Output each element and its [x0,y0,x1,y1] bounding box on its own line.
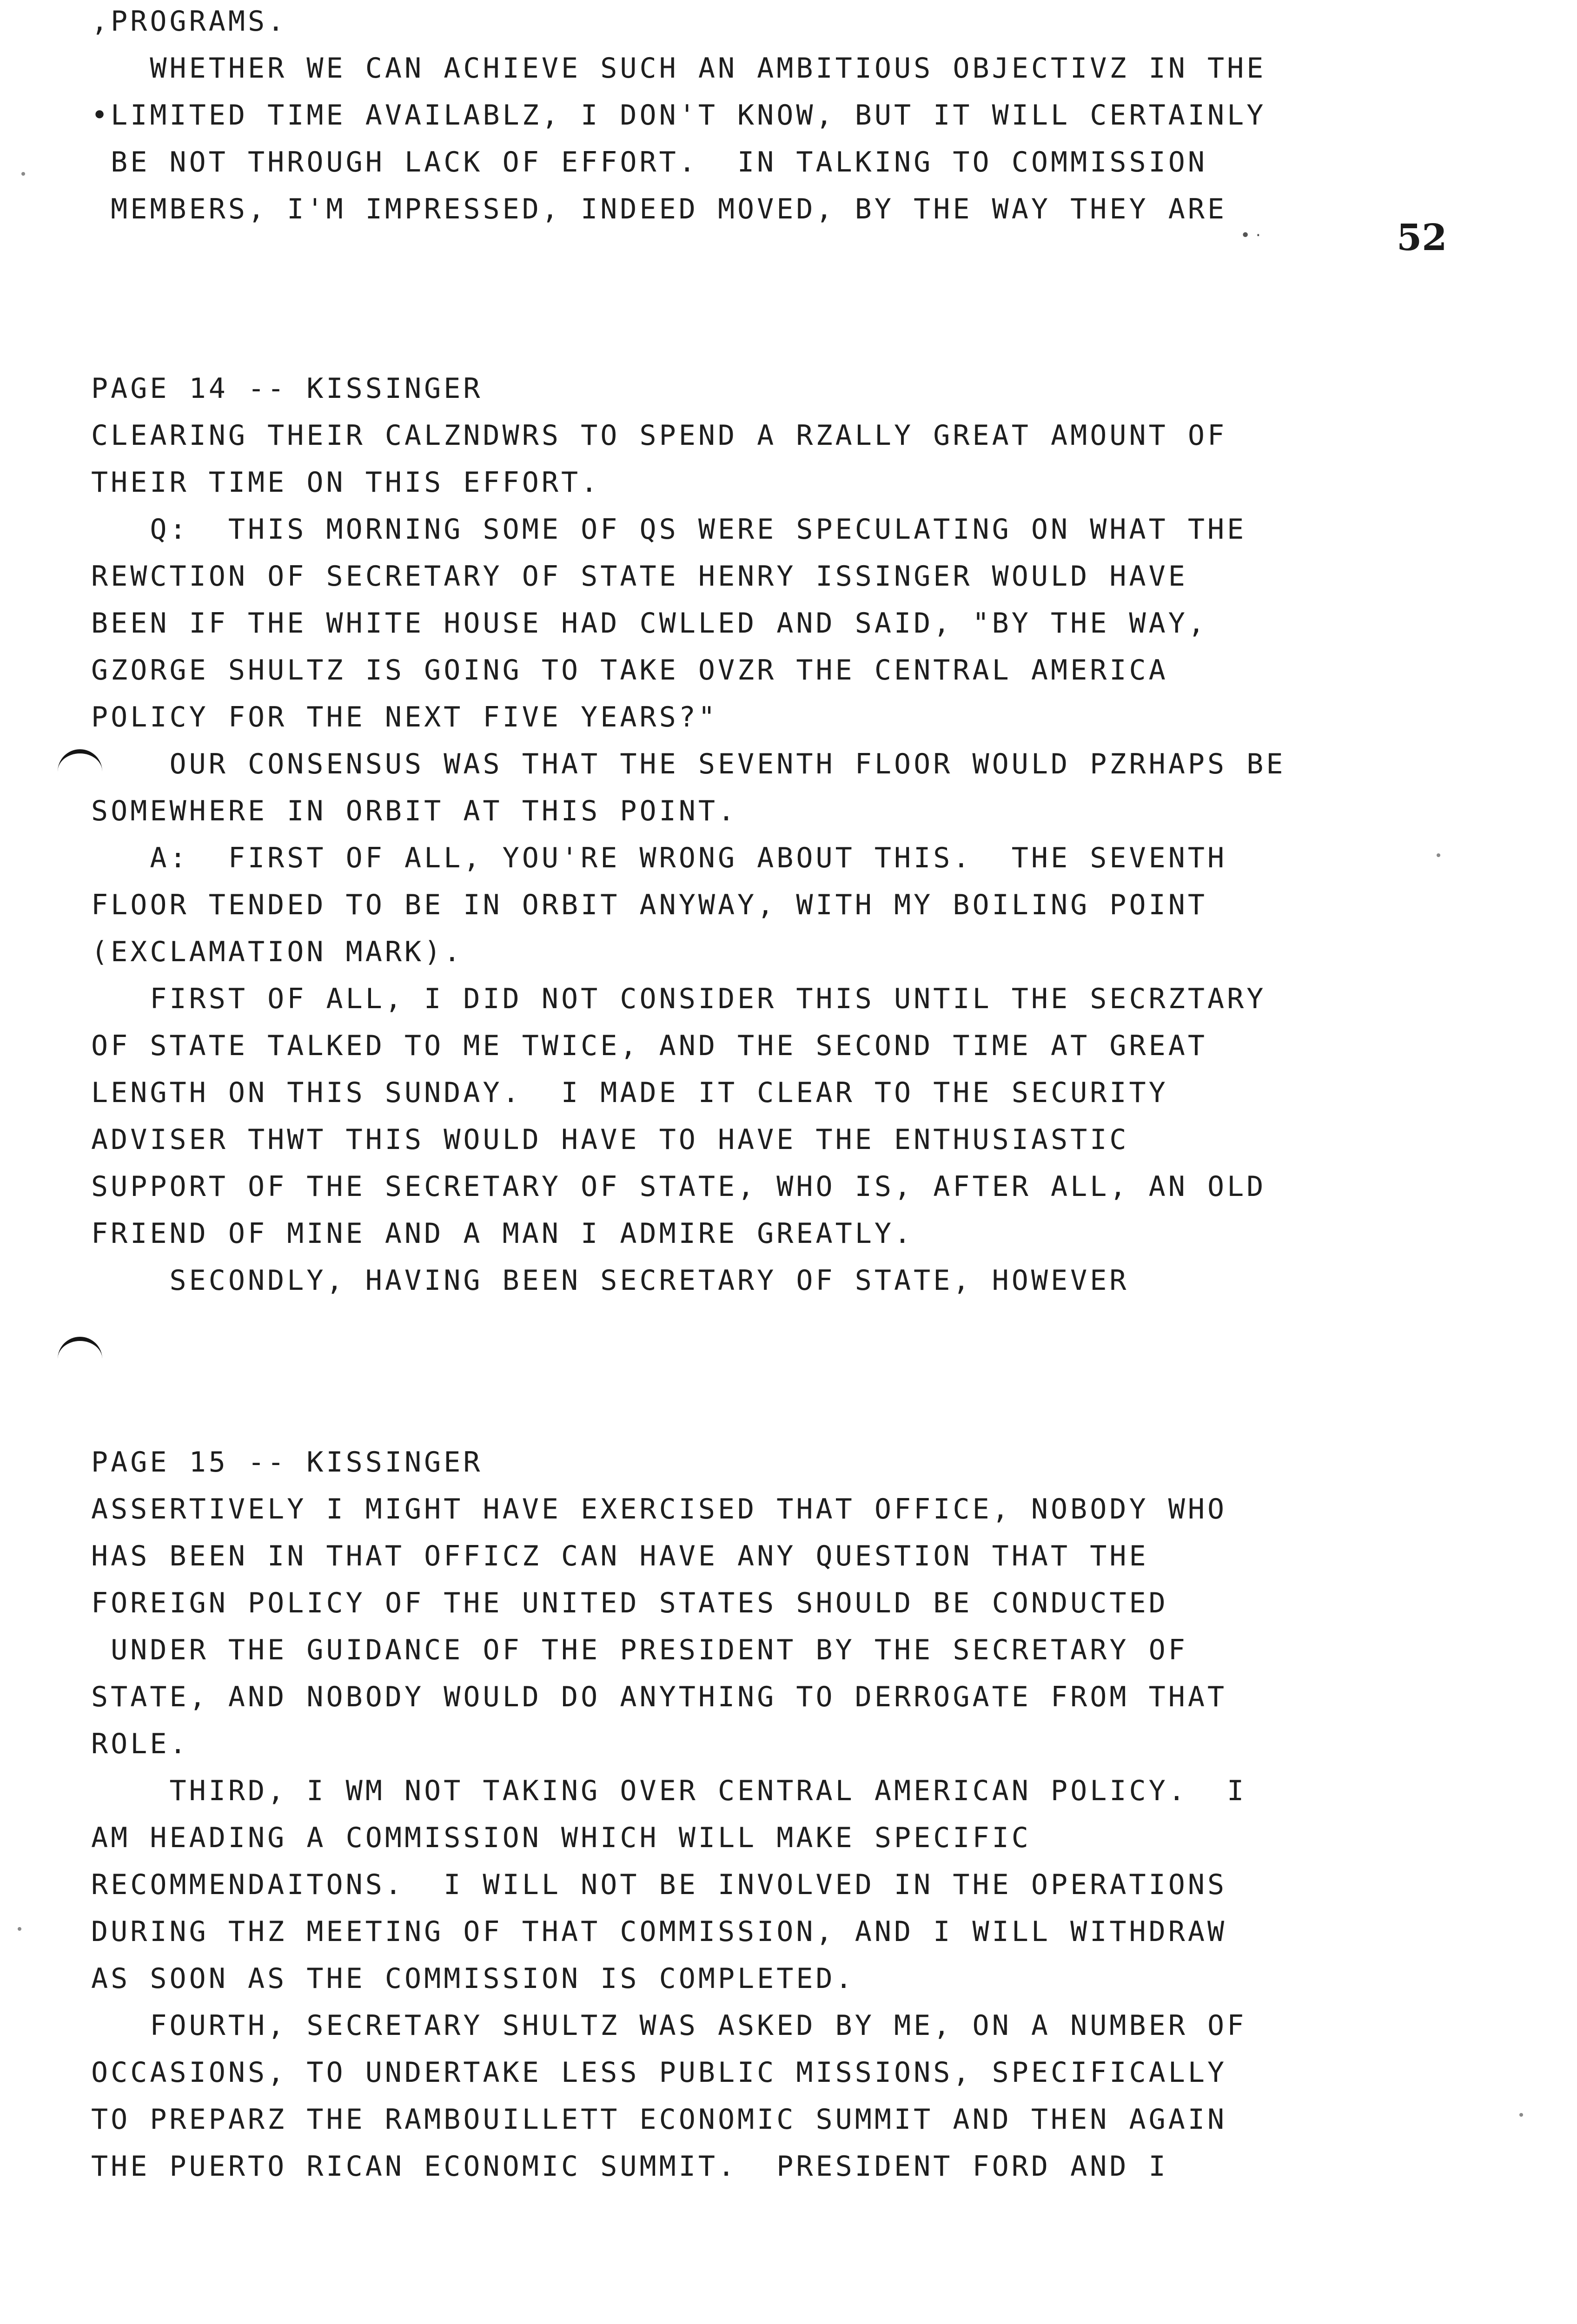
text-line: ,PROGRAMS. [91,5,287,38]
scan-speck [21,172,25,176]
text-line: OF STATE TALKED TO ME TWICE, AND THE SECOND TIME AT GREAT [91,1030,1208,1062]
section-page-15 [91,1439,1323,2190]
text-line: SOMEWHERE IN ORBIT AT THIS POINT. [91,795,738,827]
text-line: BE NOT THROUGH LACK OF EFFORT. IN TALKING TO COMMISSION [91,146,1208,178]
text-line: DURING THZ MEETING OF THAT COMMISSION, AND I WILL WITHDRAW [91,1915,1227,1948]
text-line: Q: THIS MORNING SOME OF QS WERE SPECULATING ON WHAT THE [91,513,1247,546]
text-line: REWCTION OF SECRETARY OF STATE HENRY ISSINGER WOULD HAVE [91,560,1188,593]
text-line: OCCASIONS, TO UNDERTAKE LESS PUBLIC MISSIONS, SPECIFICALLY [91,2056,1227,2089]
text-line: FLOOR TENDED TO BE IN ORBIT ANYWAY, WITH MY BOILING POINT [91,889,1208,921]
text-line: LENGTH ON THIS SUNDAY. I MADE IT CLEAR TO THE SECURITY [91,1076,1168,1109]
text-line: ADVISER THWT THIS WOULD HAVE TO HAVE THE ENTHUSIASTIC [91,1123,1129,1156]
text-line: FOREIGN POLICY OF THE UNITED STATES SHOULD BE CONDUCTED [91,1587,1168,1619]
text-line: AS SOON AS THE COMMISSION IS COMPLETED. [91,1962,855,1995]
text-line: OUR CONSENSUS WAS THAT THE SEVENTH FLOOR WOULD PZRHAPS BE [91,748,1286,780]
text-line: POLICY FOR THE NEXT FIVE YEARS?" [91,701,718,733]
text-line: WHETHER WE CAN ACHIEVE SUCH AN AMBITIOUS OBJECTIVZ IN THE [91,52,1266,85]
text-line: AM HEADING A COMMISSION WHICH WILL MAKE SPECIFIC [91,1822,1031,1854]
top-section [91,0,1323,233]
text-line: ASSERTIVELY I MIGHT HAVE EXERCISED THAT OFFICE, NOBODY WHO [91,1493,1227,1525]
text-line: TO PREPARZ THE RAMBOUILLETT ECONOMIC SUMMIT AND THEN AGAIN [91,2103,1227,2136]
text-line: THIRD, I WM NOT TAKING OVER CENTRAL AMERICAN POLICY. I [91,1775,1247,1807]
text-line: RECOMMENDAITONS. I WILL NOT BE INVOLVED IN THE OPERATIONS [91,1868,1227,1901]
section-header: PAGE 15 -- KISSINGER [91,1446,483,1479]
text-line: THE PUERTO RICAN ECONOMIC SUMMIT. PRESIDENT FORD AND I [91,2150,1168,2183]
scan-speck [1437,853,1440,857]
text-line: SUPPORT OF THE SECRETARY OF STATE, WHO IS, AFTER ALL, AN OLD [91,1170,1266,1203]
text-line: SECONDLY, HAVING BEEN SECRETARY OF STATE, HOWEVER [91,1264,1129,1297]
text-line: THEIR TIME ON THIS EFFORT. [91,466,601,499]
text-line: BEEN IF THE WHITE HOUSE HAD CWLLED AND SAID, "BY THE WAY, [91,607,1208,640]
text-line: ROLE. [91,1728,189,1760]
text-line: HAS BEEN IN THAT OFFICZ CAN HAVE ANY QUESTION THAT THE [91,1540,1149,1572]
scan-mark [58,1337,102,1367]
text-line: (EXCLAMATION MARK). [91,936,464,968]
section-page-14 [91,365,1323,1304]
text-line: FRIEND OF MINE AND A MAN I ADMIRE GREATLY. [91,1217,914,1250]
text-line: A: FIRST OF ALL, YOU'RE WRONG ABOUT THIS. THE SEVENTH [91,842,1227,874]
text-line: CLEARING THEIR CALZNDWRS TO SPEND A RZALLY GREAT AMOUNT OF [91,419,1227,452]
scan-speck [18,1927,21,1931]
margin-dots: • · [1240,226,1261,245]
text-line: GZORGE SHULTZ IS GOING TO TAKE OVZR THE CENTRAL AMERICA [91,654,1168,687]
text-line: MEMBERS, I'M IMPRESSED, INDEED MOVED, BY THE WAY THEY ARE [91,193,1227,225]
text-line: FIRST OF ALL, I DID NOT CONSIDER THIS UNTIL THE SECRZTARY [91,983,1266,1015]
text-line: •LIMITED TIME AVAILABLZ, I DON'T KNOW, BUT IT WILL CERTAINLY [91,99,1266,132]
scan-speck [1519,2113,1523,2117]
section-header: PAGE 14 -- KISSINGER [91,372,483,405]
text-line: FOURTH, SECRETARY SHULTZ WAS ASKED BY ME, ON A NUMBER OF [91,2009,1247,2042]
text-line: STATE, AND NOBODY WOULD DO ANYTHING TO DERROGATE FROM THAT [91,1681,1227,1713]
text-line: UNDER THE GUIDANCE OF THE PRESIDENT BY THE SECRETARY OF [91,1634,1188,1666]
page-number: 52 [1397,217,1447,259]
